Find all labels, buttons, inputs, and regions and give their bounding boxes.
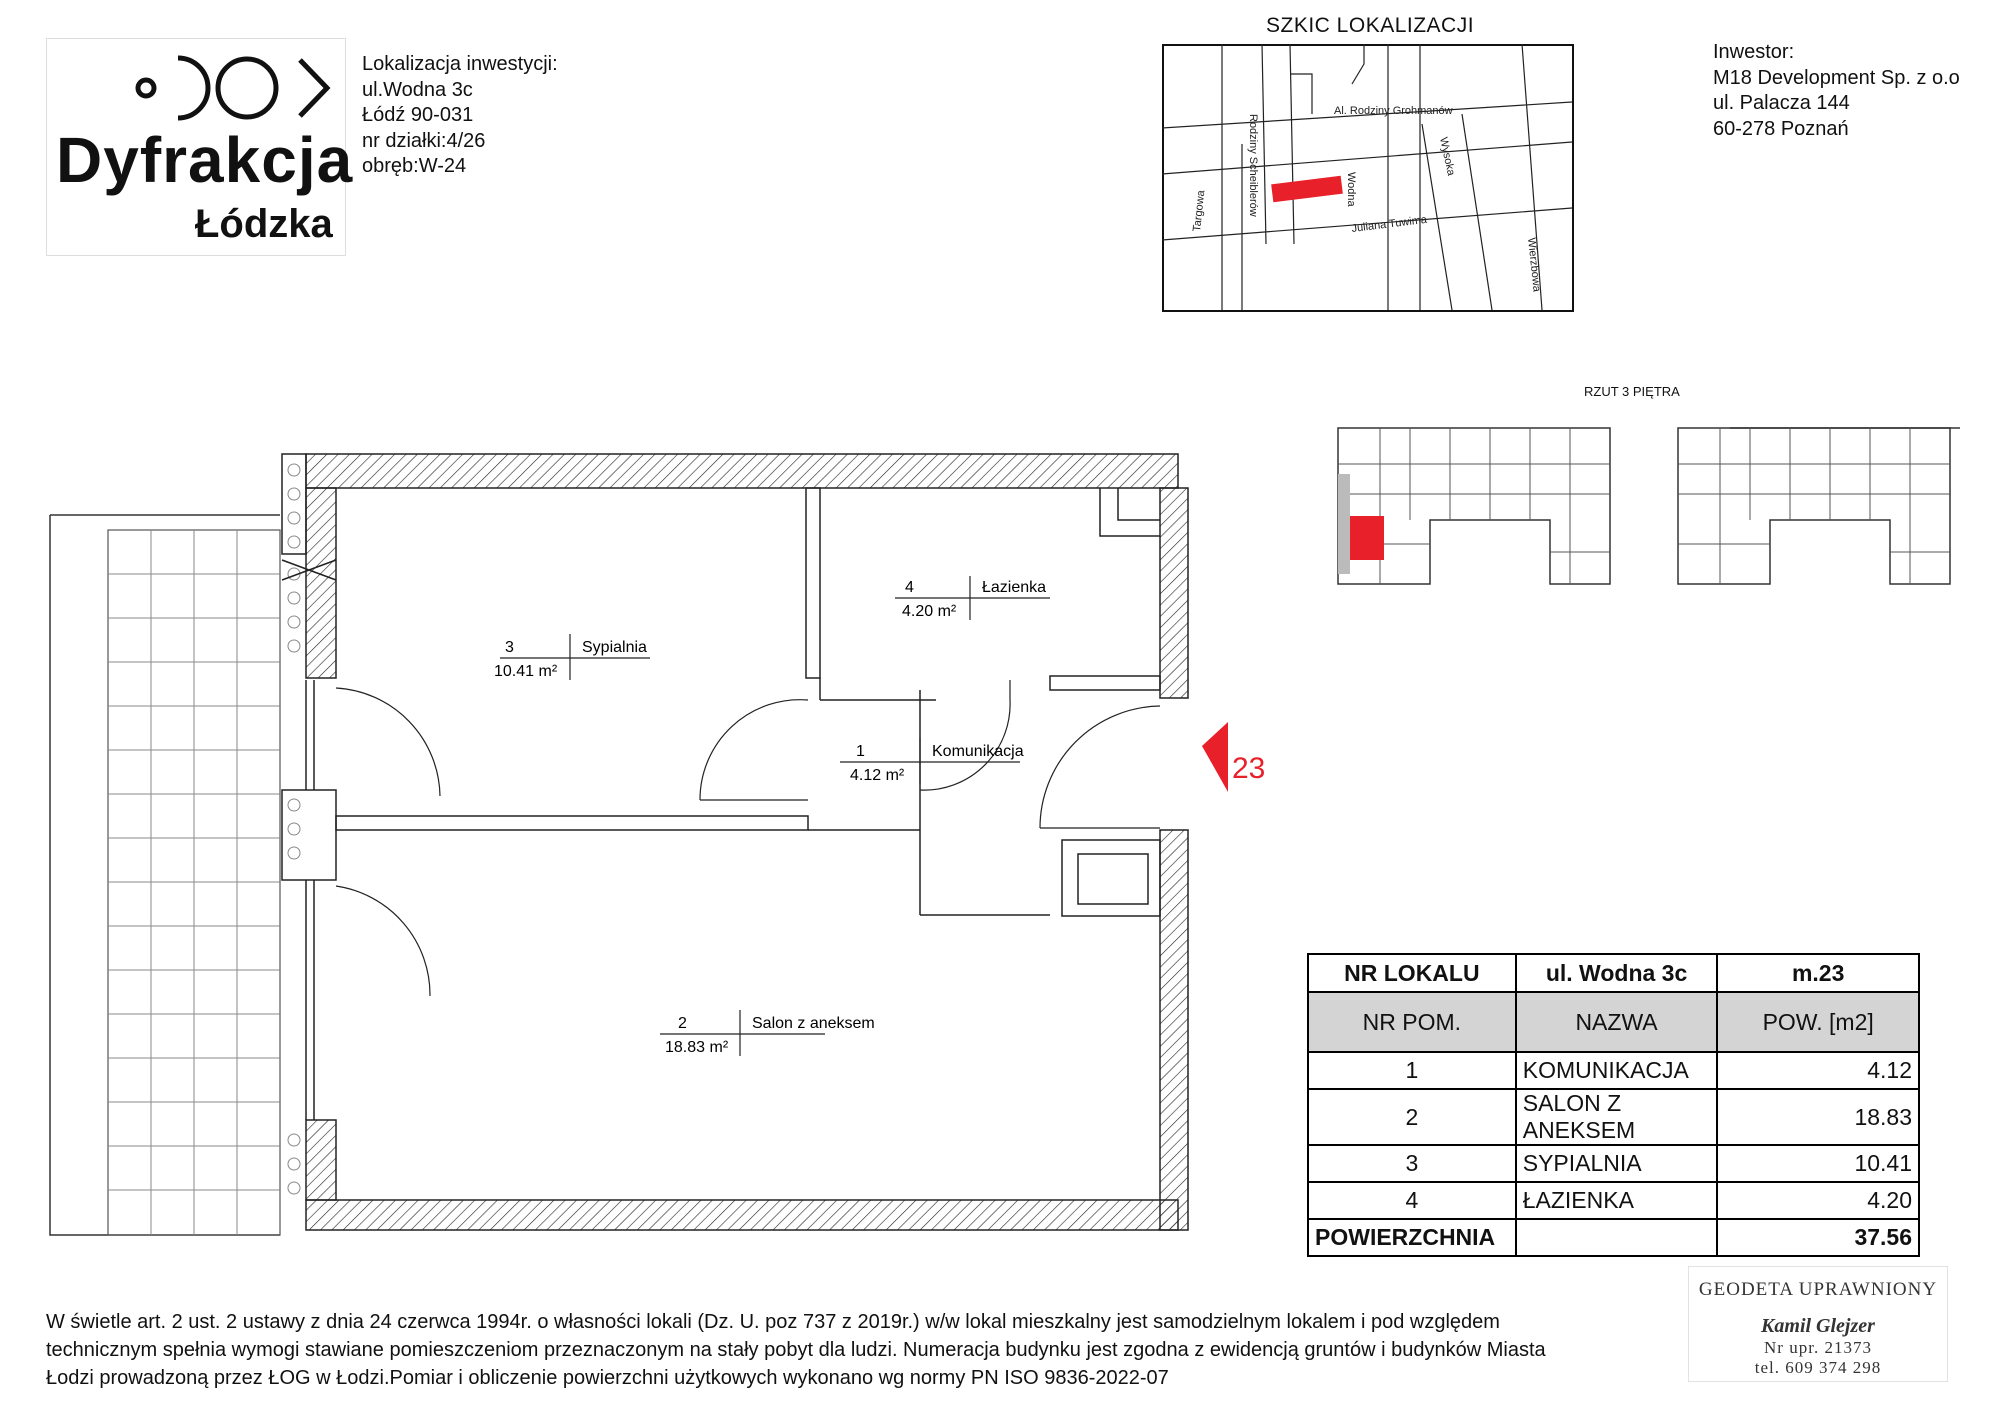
table-header-cell: m.23 bbox=[1717, 954, 1919, 992]
svg-text:3: 3 bbox=[505, 639, 514, 656]
table-columns-row bbox=[1308, 992, 1919, 1052]
legal-line: Łodzi prowadzoną przez ŁOG w Łodzi.Pomiar i obliczenie powierzchni użytkowych wykonano wg normy PN ISO 9836-2022-07 bbox=[46, 1367, 1169, 1389]
location-line: Łódź 90-031 bbox=[362, 104, 474, 126]
balcony bbox=[50, 515, 280, 1235]
table-cell-no: 2 bbox=[1308, 1089, 1516, 1145]
investor-info bbox=[1713, 40, 1960, 142]
floor-overview-plan bbox=[1320, 424, 1960, 594]
table-header-row bbox=[1308, 954, 1919, 992]
table-row bbox=[1308, 1145, 1919, 1182]
table-cell-area: 4.20 bbox=[1717, 1182, 1919, 1219]
table-cell-area: 18.83 bbox=[1717, 1089, 1919, 1145]
room-label-sypialnia bbox=[494, 634, 650, 680]
table-total-empty bbox=[1516, 1219, 1718, 1256]
logo-name: Dyfrakcja bbox=[56, 124, 354, 196]
svg-text:4.12 m²: 4.12 m² bbox=[850, 767, 905, 784]
table-total-value: 37.56 bbox=[1717, 1219, 1919, 1256]
svg-text:Sypialnia: Sypialnia bbox=[582, 639, 647, 656]
street-label: Wierzbowa bbox=[1525, 237, 1543, 293]
table-column-header: NR POM. bbox=[1308, 992, 1516, 1052]
svg-text:4: 4 bbox=[905, 579, 914, 596]
investor-line: M18 Development Sp. z o.o bbox=[1713, 66, 1960, 89]
interior-walls bbox=[336, 488, 1160, 916]
table-cell-no: 1 bbox=[1308, 1052, 1516, 1089]
svg-text:4.20 m²: 4.20 m² bbox=[902, 603, 957, 620]
map-title: SZKIC LOKALIZACJI bbox=[1266, 14, 1475, 37]
exterior-walls bbox=[282, 454, 1188, 1230]
svg-text:1: 1 bbox=[856, 743, 865, 760]
location-line: ul.Wodna 3c bbox=[362, 78, 473, 101]
room-label-komunikacja bbox=[840, 738, 1024, 784]
street-label: Rodziny Scheiblerów bbox=[1247, 114, 1259, 217]
rooms-table bbox=[1307, 953, 1920, 1257]
table-cell-name: SYPIALNIA bbox=[1516, 1145, 1718, 1182]
table-total-row bbox=[1308, 1219, 1919, 1256]
unit-marker-number: 23 bbox=[1232, 752, 1266, 785]
location-line: obręb:W-24 bbox=[362, 155, 467, 177]
street-label: Wysoka bbox=[1437, 136, 1457, 177]
doors bbox=[336, 680, 1160, 996]
table-column-header: NAZWA bbox=[1516, 992, 1718, 1052]
legal-note bbox=[46, 1308, 1686, 1392]
table-cell-name: SALON Z ANEKSEM bbox=[1516, 1089, 1718, 1145]
svg-text:Salon z aneksem: Salon z aneksem bbox=[752, 1015, 875, 1032]
legal-line: technicznym spełnia wymogi stawiane pomieszczeniom przeznaczonym na stały pobyt dla ludzi. Numeracja budynku jest zgodna z ewidencją gruntów i budynków Miasta bbox=[46, 1339, 1546, 1361]
table-cell-area: 10.41 bbox=[1717, 1145, 1919, 1182]
floor-overview-title: RZUT 3 PIĘTRA bbox=[1584, 384, 1680, 399]
logo-subtitle: Łódzka bbox=[195, 202, 333, 246]
room-label-lazienka bbox=[895, 576, 1050, 620]
table-row bbox=[1308, 1052, 1919, 1089]
location-line: nr działki:4/26 bbox=[362, 129, 486, 152]
surveyor-stamp bbox=[1688, 1266, 1948, 1382]
street-label: Wodna bbox=[1345, 172, 1357, 207]
table-cell-name: KOMUNIKACJA bbox=[1516, 1052, 1718, 1089]
table-header-cell: NR LOKALU bbox=[1308, 954, 1516, 992]
street-label: Al. Rodziny Grohmanów bbox=[1334, 105, 1453, 117]
svg-text:2: 2 bbox=[678, 1015, 687, 1032]
street-label: Targowa bbox=[1191, 189, 1208, 233]
svg-text:10.41 m²: 10.41 m² bbox=[494, 663, 558, 680]
stamp-phone: tel. 609 374 298 bbox=[1754, 1358, 1882, 1377]
table-header-cell: ul. Wodna 3c bbox=[1516, 954, 1718, 992]
table-row bbox=[1308, 1182, 1919, 1219]
legal-line: W świetle art. 2 ust. 2 ustawy z dnia 24 czerwca 1994r. o własności lokali (Dz. U. poz 737 z 2019r.) w/w lokal mieszkalny jest samodzielnym lokalem i pod względem bbox=[46, 1311, 1500, 1333]
investor-line: ul. Palacza 144 bbox=[1713, 92, 1850, 114]
svg-text:18.83 m²: 18.83 m² bbox=[665, 1039, 729, 1056]
stamp-name: Kamil Glejzer bbox=[1761, 1315, 1875, 1337]
unit-marker-arrow-icon bbox=[1202, 722, 1228, 792]
table-cell-name: ŁAZIENKA bbox=[1516, 1182, 1718, 1219]
table-cell-no: 3 bbox=[1308, 1145, 1516, 1182]
table-cell-no: 4 bbox=[1308, 1182, 1516, 1219]
stamp-title: GEODETA UPRAWNIONY bbox=[1698, 1279, 1938, 1300]
room-label-salon bbox=[660, 1010, 875, 1056]
table-column-header: POW. [m2] bbox=[1717, 992, 1919, 1052]
overview-unit-highlight bbox=[1350, 516, 1384, 560]
location-line: Lokalizacja inwestycji: bbox=[362, 53, 558, 75]
investor-line: Inwestor: bbox=[1713, 41, 1795, 63]
street-label: Juliana Tuwima bbox=[1350, 213, 1428, 235]
investor-line: 60-278 Poznań bbox=[1713, 117, 1849, 140]
svg-text:Łazienka: Łazienka bbox=[982, 579, 1047, 596]
stamp-license: Nr upr. 21373 bbox=[1764, 1338, 1872, 1357]
table-row bbox=[1308, 1089, 1919, 1145]
svg-text:Komunikacja: Komunikacja bbox=[932, 743, 1024, 760]
table-total-label: POWIERZCHNIA bbox=[1308, 1219, 1516, 1256]
table-cell-area: 4.12 bbox=[1717, 1052, 1919, 1089]
